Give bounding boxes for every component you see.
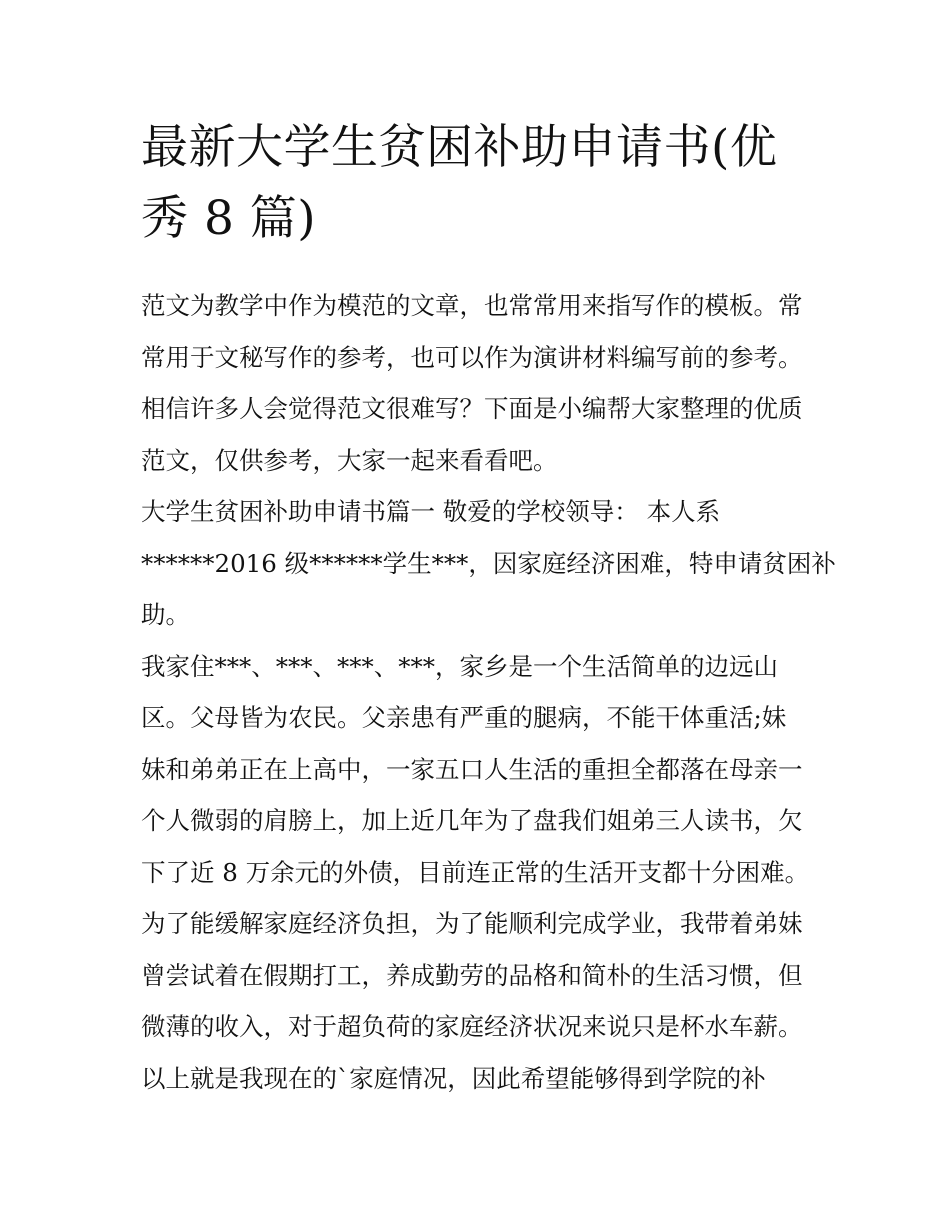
intro-paragraph (141, 280, 813, 486)
salutation-paragraph (141, 486, 836, 641)
text-line: 下了近 8 万余元的外债，目前连正常的生活开支都十分困难。 (141, 857, 810, 887)
text-line: 范文，仅供参考，大家一起来看看吧。 (141, 445, 558, 475)
text-line: 助。 (141, 600, 190, 629)
family-situation-paragraph (141, 641, 813, 1105)
text-line: 范文为教学中作为模范的文章，也常常用来指写作的模板。常 (141, 291, 803, 320)
text-line: 个人微弱的肩膀上，加上近几年为了盘我们姐弟三人读书，欠 (141, 806, 803, 835)
text-line: 区。父母皆为农民。父亲患有严重的腿病，不能干体重活;妹 (141, 703, 787, 732)
text-line: 以上就是我现在的`家庭情况，因此希望能够得到学院的补 (141, 1063, 766, 1093)
text-line: 微薄的收入，对于超负荷的家庭经济状况来说只是杯水车薪。 (141, 1012, 803, 1041)
text-line: 为了能缓解家庭经济负担，为了能顺利完成学业，我带着弟妹 (141, 909, 803, 938)
text-line: 曾尝试着在假期打工，养成勤劳的品格和简朴的生活习惯，但 (141, 960, 803, 990)
text-line: 相信许多人会觉得范文很难写？下面是小编帮大家整理的优质 (141, 394, 803, 423)
text-line: 我家住***、***、***、***，家乡是一个生活简单的边远山 (141, 651, 778, 681)
text-line: 大学生贫困补助申请书篇一 敬爱的学校领导： 本人系 (141, 497, 721, 526)
title-line: 秀 8 篇) (141, 191, 317, 246)
document-body (141, 280, 836, 1104)
document-title (141, 112, 813, 254)
text-line: 妹和弟弟正在上高中，一家五口人生活的重担全都落在母亲一 (141, 754, 803, 784)
title-line: 最新大学生贫困补助申请书(优 (141, 120, 778, 175)
text-line: ******2016 级******学生***，因家庭经济困难，特申请贫困补 (141, 548, 836, 578)
document-page (141, 112, 836, 1104)
text-line: 常用于文秘写作的参考，也可以作为演讲材料编写前的参考。 (141, 342, 803, 372)
